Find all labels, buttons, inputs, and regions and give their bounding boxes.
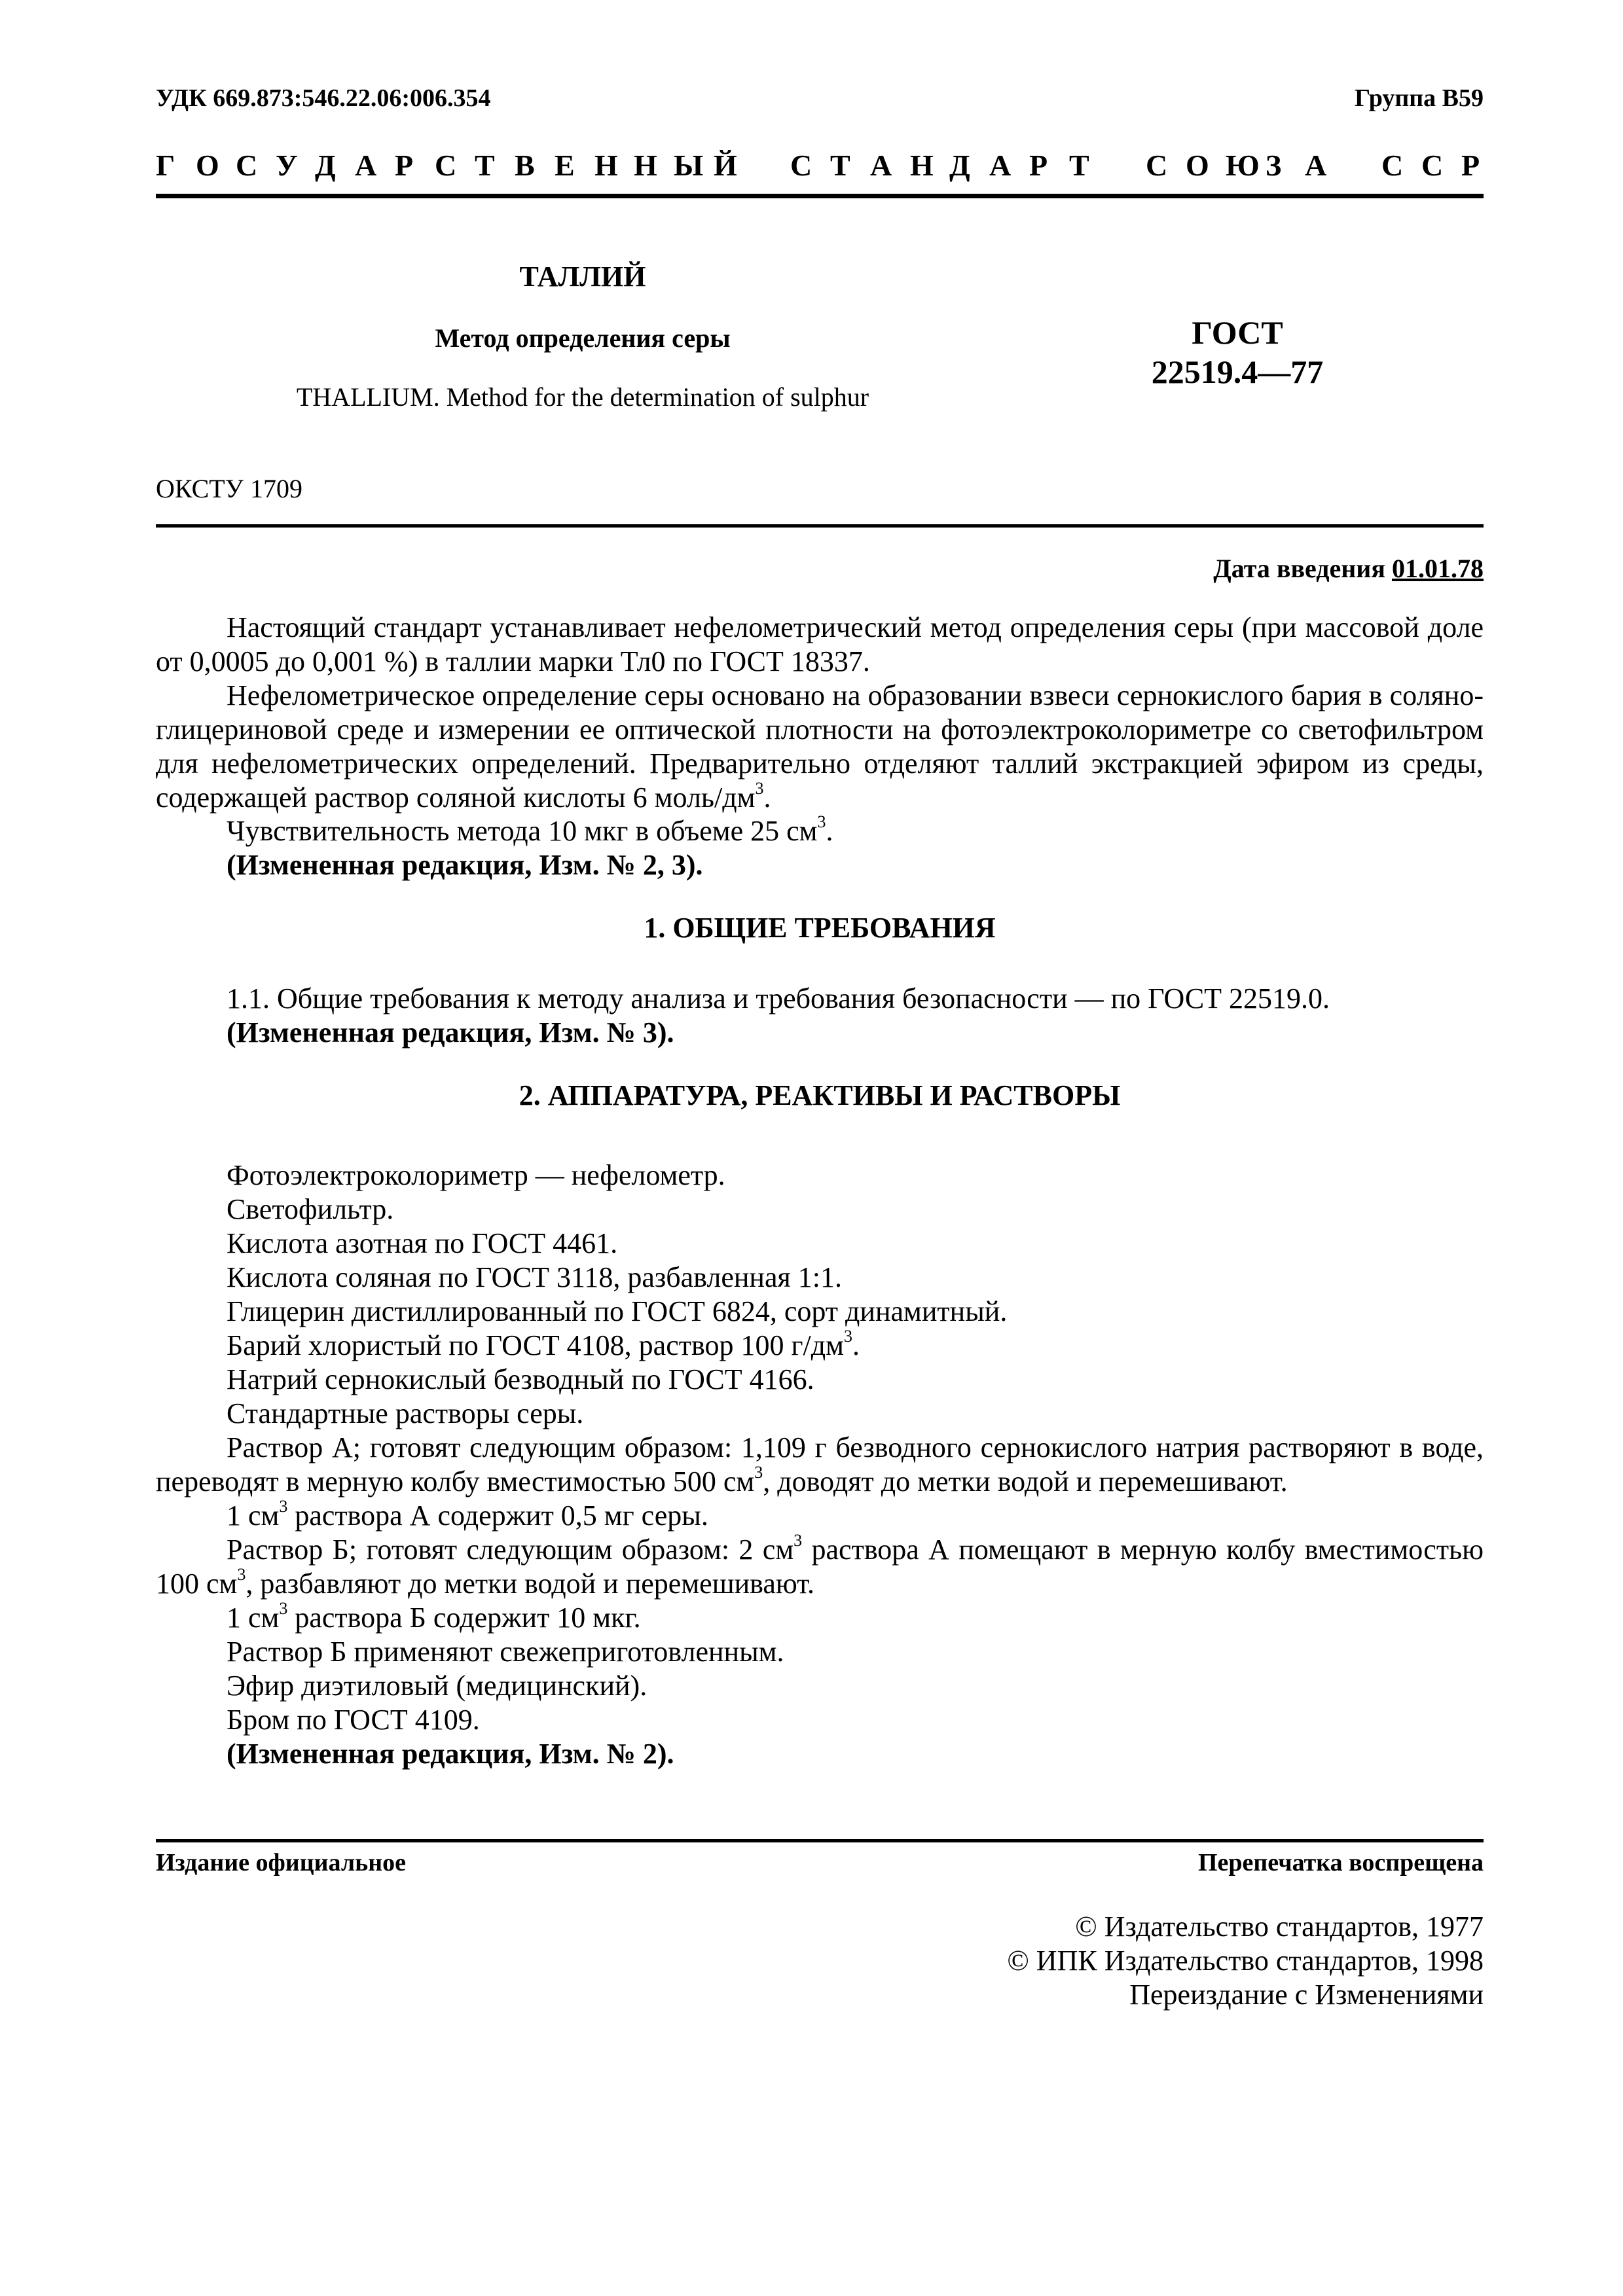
doc-title: ТАЛЛИЙ bbox=[519, 260, 646, 293]
group-code: Группа В59 bbox=[1354, 84, 1484, 112]
state-standard-letter: Н bbox=[634, 149, 657, 182]
state-standard-letter: О bbox=[1186, 149, 1209, 182]
state-standard-letter: А bbox=[989, 149, 1012, 182]
item-diethyl-ether: Эфир диэтиловый (медицинский). bbox=[227, 1670, 647, 1702]
solution-b-content: 1 $см^3$ раствора Б содержит 10 мкг. bbox=[227, 1599, 641, 1634]
item-glycerin: Глицерин дистиллированный по ГОСТ 6824, сорт динамитный. bbox=[227, 1295, 1008, 1327]
state-standard-letter: Ю bbox=[1226, 149, 1260, 182]
state-standard-letter: Е bbox=[555, 149, 575, 182]
intro-date-label: Дата введения bbox=[1213, 554, 1385, 583]
intro-sensitivity: Чувствительность метода 10 мкг в объеме 25 $см^3$. bbox=[227, 812, 833, 847]
state-standard-letter: У bbox=[276, 149, 298, 182]
copyright-1977: © Издательство стандартов, 1977 bbox=[1075, 1910, 1484, 1943]
intro-paragraph-1: Настоящий стандарт устанавливает нефелометрический метод определения серы (при массовой доле от 0,0005 до 0,001 %) в таллии марки Тл0 по ГОСТ 18337. bbox=[156, 611, 1484, 677]
udk-code: УДК 669.873:546.22.06:006.354 bbox=[156, 84, 491, 112]
state-standard-letter: С bbox=[1421, 149, 1444, 182]
solution-a-preparation: Раствор А; готовят следующим образом: 1,109 г безводного сернокислого натрия растворяют в воде, переводят в мерную колбу вместимостью 500 $см^3$, доводят до метки водой и перемешивают. bbox=[156, 1431, 1484, 1498]
doc-english-title: THALLIUM. Method for the determination of sulphur bbox=[296, 382, 869, 412]
state-standard-letter: Д bbox=[949, 149, 970, 182]
state-standard-letter: Н bbox=[910, 149, 934, 182]
section-1-clause-1: 1.1. Общие требования к методу анализа и требования безопасности — по ГОСТ 22519.0. bbox=[227, 982, 1330, 1014]
section-2-revision-note: (Измененная редакция, Изм. № 2). bbox=[227, 1738, 674, 1770]
intro-paragraph-2: Нефелометрическое определение серы основано на образовании взвеси сернокислого бария в соляно-глицериновой среде и измерении ее оптической плотности на фотоэлектроколориметре со светофильтром для нефелометрических определений. Предварительно отделяют таллий экстракцией эфиром из среды, содержащей раствор соляной кислоты 6 моль/$дм^3$. bbox=[156, 679, 1484, 814]
intro-date bbox=[1213, 553, 1484, 584]
copyright-block bbox=[1007, 1910, 1484, 2012]
state-standard-letter: С bbox=[236, 149, 258, 182]
state-standard-letter: С bbox=[1146, 149, 1168, 182]
state-standard-letter: Р bbox=[395, 149, 414, 182]
title-rule bbox=[156, 524, 1484, 528]
state-standard-letter: А bbox=[355, 149, 377, 182]
state-standard-letter: Ы bbox=[674, 149, 704, 182]
item-standard-solutions: Стандартные растворы серы. bbox=[227, 1397, 584, 1429]
gost-label: ГОСТ bbox=[1192, 314, 1283, 351]
item-light-filter: Светофильтр. bbox=[227, 1193, 394, 1225]
state-standard-letter: Д bbox=[315, 149, 336, 182]
state-standard-letter: С bbox=[435, 149, 457, 182]
item-nitric-acid: Кислота азотная по ГОСТ 4461. bbox=[227, 1227, 618, 1259]
solution-b-preparation: Раствор Б; готовят следующим образом: 2 $см^3$ раствора А помещают в мерную колбу вместимостью 100 $см^3$, разбавляют до метки водой и перемешивают. bbox=[156, 1531, 1484, 1600]
state-standard-letter: З bbox=[1266, 149, 1282, 182]
item-photometer: Фотоэлектроколориметр — нефелометр. bbox=[227, 1159, 725, 1191]
copyright-1998: © ИПК Издательство стандартов, 1998 bbox=[1007, 1945, 1484, 1977]
state-standard-letter: Р bbox=[1029, 149, 1048, 182]
reprint-prohibited: Перепечатка воспрещена bbox=[1197, 1849, 1484, 1876]
section-1-title: 1. ОБЩИЕ ТРЕБОВАНИЯ bbox=[644, 912, 996, 944]
gost-number: 22519.4—77 bbox=[1151, 353, 1324, 390]
solution-b-usage: Раствор Б применяют свежеприготовленным. bbox=[227, 1636, 784, 1668]
item-sodium-sulfate: Натрий сернокислый безводный по ГОСТ 4166. bbox=[227, 1363, 814, 1395]
section-2-title: 2. АППАРАТУРА, РЕАКТИВЫ И РАСТВОРЫ bbox=[519, 1079, 1121, 1111]
state-standard-letter: О bbox=[196, 149, 219, 182]
state-standard-letter: Р bbox=[1461, 149, 1480, 182]
state-standard-letter: С bbox=[1381, 149, 1404, 182]
intro-revision-note: (Измененная редакция, Изм. № 2, 3). bbox=[227, 849, 703, 881]
section-1-revision-note: (Измененная редакция, Изм. № 3). bbox=[227, 1016, 674, 1049]
state-standard-heading bbox=[156, 148, 1484, 185]
solution-a-content: 1 $см^3$ раствора А содержит 0,5 мг серы. bbox=[227, 1497, 708, 1532]
state-standard-letter: Н bbox=[594, 149, 618, 182]
state-standard-letter: Т bbox=[475, 149, 495, 182]
state-standard-letter: Г bbox=[156, 149, 175, 182]
state-standard-letter: А bbox=[1305, 149, 1327, 182]
official-edition: Издание официальное bbox=[156, 1849, 407, 1876]
item-bromine: Бром по ГОСТ 4109. bbox=[227, 1704, 480, 1736]
intro-date-value: 01.01.78 bbox=[1392, 554, 1484, 583]
state-standard-letter: Т bbox=[1069, 149, 1089, 182]
state-standard-letter: Т bbox=[830, 149, 850, 182]
state-standard-letter: С bbox=[790, 149, 812, 182]
doc-subtitle: Метод определения серы bbox=[435, 323, 731, 353]
item-barium-chloride: Барий хлористый по ГОСТ 4108, раствор 100 $г/дм^3$. bbox=[227, 1327, 860, 1361]
reissue-note: Переиздание с Изменениями bbox=[1129, 1979, 1484, 2011]
state-standard-letter: В bbox=[515, 149, 535, 182]
state-standard-letter: Й bbox=[714, 149, 737, 182]
item-hydrochloric-acid: Кислота соляная по ГОСТ 3118, разбавленная 1:1. bbox=[227, 1261, 842, 1293]
okstu-code: ОКСТУ 1709 bbox=[156, 474, 303, 503]
state-standard-letter: А bbox=[870, 149, 892, 182]
header-rule bbox=[156, 194, 1484, 198]
footer-rule bbox=[156, 1839, 1484, 1842]
